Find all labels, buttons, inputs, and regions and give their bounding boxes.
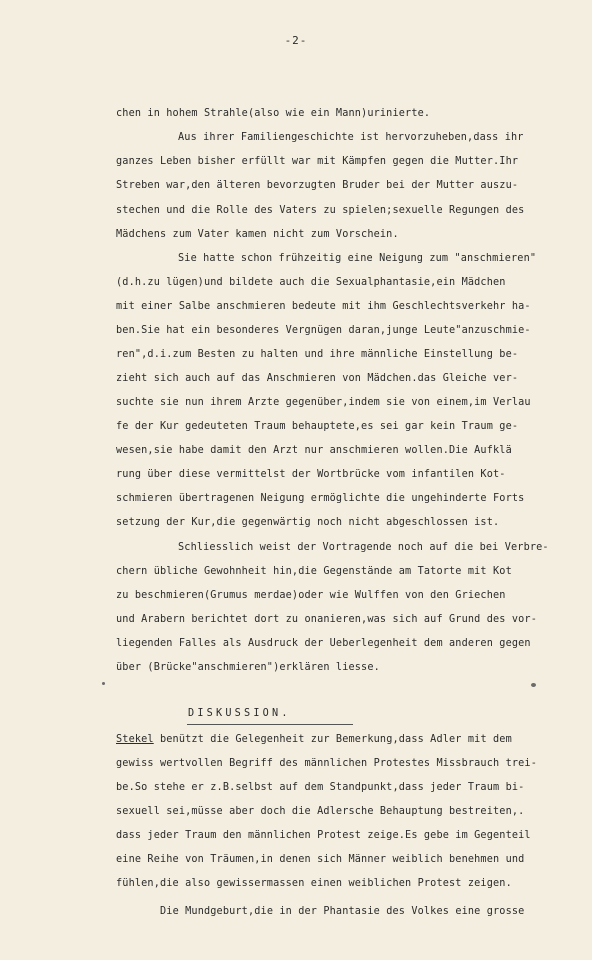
section-heading: DISKUSSION. (188, 708, 291, 719)
text-line: Aus ihrer Familiengeschichte ist hervorzuheben,dass ihr (178, 132, 524, 143)
text-line: schmieren übertragenen Neigung ermöglichte die ungehinderte Forts (116, 493, 525, 504)
text-line: über (Brücke"anschmieren")erklären liesse. (116, 662, 380, 673)
page-number: -2- (284, 34, 308, 47)
text-line: liegenden Falles als Ausdruck der Ueberlegenheit dem anderen gegen (116, 638, 531, 649)
text-line: Streben war,den älteren bevorzugten Bruder bei der Mutter auszu- (116, 180, 519, 191)
text-line: rung über diese vermittelst der Wortbrücke vom infantilen Kot- (116, 469, 506, 480)
text-line: suchte sie nun ihrem Arzte gegenüber,indem sie von einem,im Verlau (116, 397, 531, 408)
text-line: be.So stehe er z.B.selbst auf dem Standpunkt,dass jeder Traum bi- (116, 782, 525, 793)
text-line: wesen,sie habe damit den Arzt nur anschmieren wollen.Die Aufklä (116, 445, 512, 456)
text-line: mit einer Salbe anschmieren bedeute mit ihm Geschlechtsverkehr ha- (116, 301, 531, 312)
text-line: chern übliche Gewohnheit hin,die Gegenstände am Tatorte mit Kot (116, 566, 512, 577)
text-line: ganzes Leben bisher erfüllt war mit Kämpfen gegen die Mutter.Ihr (116, 156, 519, 167)
text-line: gewiss wertvollen Begriff des männlichen Protestes Missbrauch trei- (116, 758, 537, 769)
text-line: eine Reihe von Träumen,in denen sich Männer weiblich benehmen und (116, 854, 525, 865)
text-line: setzung der Kur,die gegenwärtig noch nicht abgeschlossen ist. (116, 517, 500, 528)
text-line: ren",d.i.zum Besten zu halten und ihre männliche Einstellung be- (116, 349, 519, 360)
text-line: fe der Kur gedeuteten Traum behauptete,es sei gar kein Traum ge- (116, 421, 519, 432)
text-line: ben.Sie hat ein besonderes Vergnügen daran,junge Leute"anzuschmie- (116, 325, 531, 336)
text-line: chen in hohem Strahle(also wie ein Mann)urinierte. (116, 108, 431, 119)
text-span: benützt die Gelegenheit zur Bemerkung,dass Adler mit dem (153, 734, 512, 745)
text-line: zieht sich auch auf das Anschmieren von Mädchen.das Gleiche ver- (116, 373, 519, 384)
ink-speck (102, 682, 105, 685)
text-line: dass jeder Traum den männlichen Protest zeige.Es gebe im Gegenteil (116, 830, 531, 841)
text-line: fühlen,die also gewissermassen einen weiblichen Protest zeigen. (116, 878, 512, 889)
text-line: Sie hatte schon frühzeitig eine Neigung zum "anschmieren" (178, 253, 537, 264)
text-line: (d.h.zu lügen)und bildete auch die Sexualphantasie,ein Mädchen (116, 277, 506, 288)
text-line: Schliesslich weist der Vortragende noch auf die bei Verbre- (178, 542, 549, 553)
text-line: stechen und die Rolle des Vaters zu spielen;sexuelle Regungen des (116, 205, 525, 216)
ink-speck (531, 683, 536, 687)
text-line: Die Mundgeburt,die in der Phantasie des Volkes eine grosse (160, 906, 525, 917)
text-line: zu beschmieren(Grumus merdae)oder wie Wulffen von den Griechen (116, 590, 506, 601)
text-line: und Arabern berichtet dort zu onanieren,was sich auf Grund des vor- (116, 614, 537, 625)
text-line: Mädchens zum Vater kamen nicht zum Vorschein. (116, 229, 399, 240)
heading-underline (187, 724, 353, 725)
speaker-name: Stekel (116, 734, 154, 745)
text-line (116, 734, 586, 746)
text-line: sexuell sei,müsse aber doch die Adlersche Behauptung bestreiten,. (116, 806, 525, 817)
